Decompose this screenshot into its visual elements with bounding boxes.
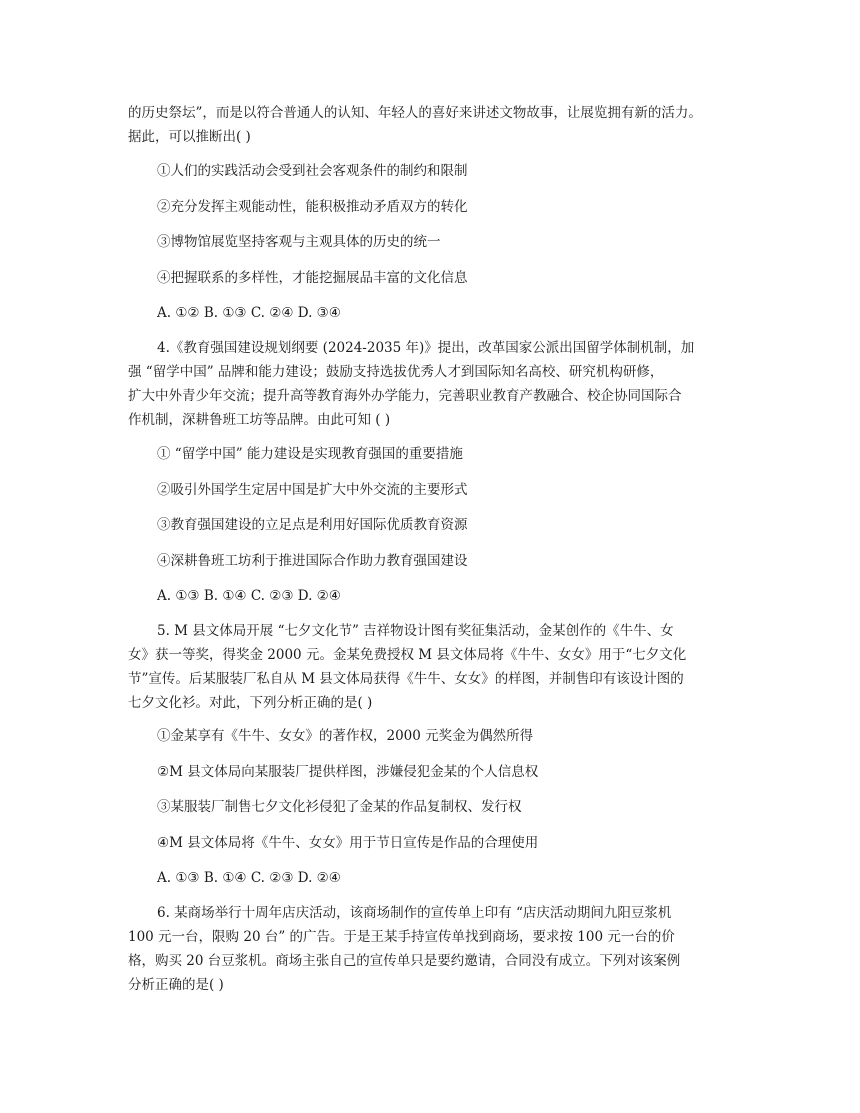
q4-stem-line-1: 4.《教育强国建设规划纲要 (2024-2035 年)》提出，改革国家公派出国留学体制机制，加 [157, 340, 695, 356]
q3-statement-3: ③博物馆展览坚持客观与主观具体的历史的统一 [157, 234, 441, 250]
q4-stem-line-4: 作机制，深耕鲁班工坊等品牌。由此可知 ( ) [128, 412, 391, 428]
q3-answer-options: A. ①② B. ①③ C. ②④ D. ③④ [157, 305, 341, 321]
q3-stem-line-2: 据此，可以推断出( ) [128, 129, 251, 145]
q3-statement-4: ④把握联系的多样性，才能挖掘展品丰富的文化信息 [157, 270, 468, 286]
q6-stem-line-4: 分析正确的是( ) [128, 977, 224, 993]
q4-statement-3: ③教育强国建设的立足点是利用好国际优质教育资源 [157, 517, 468, 533]
q6-stem-line-3: 格，购买 20 台豆浆机。商场主张自己的宣传单只是要约邀请，合同没有成立。下列对该案例 [128, 953, 681, 969]
q4-answer-options: A. ①③ B. ①④ C. ②③ D. ②④ [157, 588, 341, 604]
q5-statement-4: ④M 县文体局将《牛牛、女女》用于节日宣传是作品的合理使用 [157, 835, 539, 851]
q3-stem-line-1: 的历史祭坛”，而是以符合普通人的认知、年轻人的喜好来讲述文物故事，让展览拥有新的活力。 [128, 105, 702, 121]
q6-stem-line-1: 6. 某商场举行十周年店庆活动，该商场制作的宣传单上印有 “店庆活动期间九阳豆浆机 [157, 905, 672, 921]
q3-statement-1: ①人们的实践活动会受到社会客观条件的制约和限制 [157, 163, 468, 179]
q5-statement-3: ③某服装厂制售七夕文化衫侵犯了金某的作品复制权、发行权 [157, 799, 522, 815]
q5-stem-line-3: 节”宣传。后某服装厂私自从 M 县文体局获得《牛牛、女女》的样图，并制售印有该设计图的 [128, 671, 684, 687]
q4-stem-line-2: 强 “留学中国” 品牌和能力建设；鼓励支持选拔优秀人才到国际知名高校、研究机构研修， [128, 364, 664, 380]
q4-statement-1: ① “留学中国” 能力建设是实现教育强国的重要措施 [157, 446, 463, 462]
q6-stem-line-2: 100 元一台，限购 20 台” 的广告。于是王某手持宣传单找到商场，要求按 100 元一台的价 [128, 929, 675, 945]
q4-stem-line-3: 扩大中外青少年交流；提升高等教育海外办学能力，完善职业教育产教融合、校企协同国际合 [128, 388, 682, 404]
q5-stem-line-4: 七夕文化衫。对此，下列分析正确的是( ) [128, 695, 373, 711]
q5-answer-options: A. ①③ B. ①④ C. ②③ D. ②④ [157, 870, 341, 886]
q5-statement-1: ①金某享有《牛牛、女女》的著作权，2000 元奖金为偶然所得 [157, 728, 534, 744]
q3-statement-2: ②充分发挥主观能动性，能积极推动矛盾双方的转化 [157, 199, 468, 215]
q4-statement-4: ④深耕鲁班工坊利于推进国际合作助力教育强国建设 [157, 553, 468, 569]
q5-stem-line-1: 5. M 县文体局开展 “七夕文化节” 吉祥物设计图有奖征集活动，金某创作的《牛牛、女 [157, 623, 674, 639]
q5-statement-2: ②M 县文体局向某服装厂提供样图，涉嫌侵犯金某的个人信息权 [157, 764, 539, 780]
q4-statement-2: ②吸引外国学生定居中国是扩大中外交流的主要形式 [157, 482, 468, 498]
q5-stem-line-2: 女》获一等奖，得奖金 2000 元。金某免费授权 M 县文体局将《牛牛、女女》用于“七夕文化 [128, 647, 687, 663]
